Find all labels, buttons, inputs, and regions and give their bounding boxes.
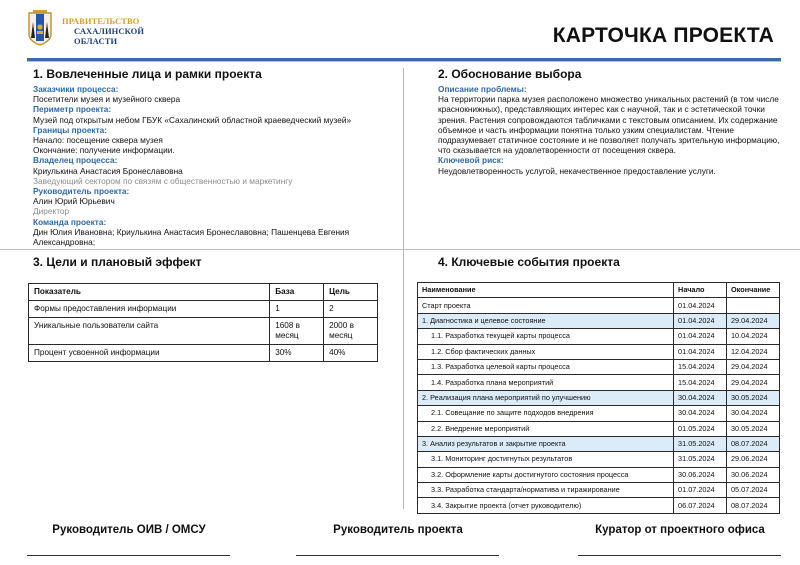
team-label: Команда проекта:	[33, 216, 107, 227]
organization-name	[62, 16, 144, 46]
signature-oiv-head: Руководитель ОИВ / ОМСУ	[52, 524, 206, 536]
event-name-cell: 2. Реализация плана мероприятий по улучшению	[418, 390, 674, 405]
event-name-cell: 3.3. Разработка стандарта/норматива и тиражирование	[418, 483, 674, 498]
end-date-cell: 10.04.2024	[727, 329, 780, 344]
event-name-cell: Старт проекта	[418, 298, 674, 313]
signature-line	[27, 555, 230, 556]
event-name-cell: 1.1. Разработка текущей карты процесса	[418, 329, 674, 344]
section-justification	[438, 67, 783, 176]
table-row	[418, 467, 780, 482]
end-date-cell: 29.06.2024	[727, 452, 780, 467]
problem-label: Описание проблемы:	[438, 84, 527, 94]
event-name-cell: 2.1. Совещание по защите подходов внедрения	[418, 406, 674, 421]
indicator-cell: Формы предоставления информации	[29, 301, 270, 318]
org-name-line2: САХАЛИНСКОЙ	[74, 26, 145, 36]
owner-name: Криулькина Анастасия Бронеславовна	[33, 165, 183, 176]
column-header: Наименование	[418, 283, 674, 298]
section-key-events	[438, 255, 783, 272]
owner-position: Заведующий сектором по связям с общественностью и маркетингу	[33, 175, 293, 186]
end-date-cell: 30.06.2024	[727, 467, 780, 482]
section-goals	[33, 255, 398, 272]
start-date-cell: 01.04.2024	[674, 313, 727, 328]
column-header: Показатель	[29, 284, 270, 301]
customers-label: Заказчики процесса:	[33, 84, 119, 94]
signature-line	[296, 555, 499, 556]
start-date-cell: 01.05.2024	[674, 421, 727, 436]
table-row	[418, 375, 780, 390]
start-date-cell: 30.04.2024	[674, 390, 727, 405]
header-divider-light	[27, 61, 781, 62]
start-date-cell: 31.05.2024	[674, 452, 727, 467]
start-date-cell: 01.04.2024	[674, 298, 727, 313]
table-header-row	[418, 283, 780, 298]
lead-position: Директор	[33, 206, 70, 217]
perimeter-value: Музей под открытым небом ГБУК «Сахалинский областной краеведческий музей»	[33, 114, 352, 125]
event-name-cell: 2.2. Внедрение мероприятий	[418, 421, 674, 436]
start-date-cell: 30.04.2024	[674, 406, 727, 421]
table-row	[418, 406, 780, 421]
end-date-cell: 30.05.2024	[727, 390, 780, 405]
column-header: База	[270, 284, 324, 301]
start-date-cell: 15.04.2024	[674, 359, 727, 374]
risk-label: Ключевой риск:	[438, 155, 504, 166]
event-name-cell: 1. Диагностика и целевое состояние	[418, 313, 674, 328]
base-cell: 1	[270, 301, 324, 318]
end-date-cell: 30.04.2024	[727, 406, 780, 421]
table-row	[418, 483, 780, 498]
team-value: Дин Юлия Ивановна; Криулькина Анастасия Бронеславовна; Пашенцева Евгения Александровна;	[33, 226, 350, 248]
event-name-cell: 3.2. Оформление карты достигнутого состояния процесса	[418, 467, 674, 482]
event-name-cell: 1.3. Разработка целевой карты процесса	[418, 359, 674, 374]
signature-curator: Куратор от проектного офиса	[595, 524, 765, 536]
event-name-cell: 3.1. Мониторинг достигнутых результатов	[418, 452, 674, 467]
table-row	[418, 421, 780, 436]
target-cell: 2000 в месяц	[324, 318, 378, 345]
horizontal-divider	[0, 249, 800, 250]
column-header: Цель	[324, 284, 378, 301]
phase-row	[418, 313, 780, 328]
start-date-cell: 01.04.2024	[674, 344, 727, 359]
phase-row	[418, 436, 780, 451]
bounds-start: Начало: посещение сквера музея	[33, 135, 163, 146]
signature-line	[578, 555, 781, 556]
bounds-end: Окончание: получение информации.	[33, 145, 175, 156]
goals-table	[28, 283, 378, 362]
target-cell: 40%	[324, 345, 378, 362]
section-title: 1. Вовлеченные лица и рамки проекта	[33, 67, 262, 81]
table-row	[418, 452, 780, 467]
target-cell: 2	[324, 301, 378, 318]
indicator-cell: Уникальные пользователи сайта	[29, 318, 270, 345]
section-stakeholders	[33, 67, 398, 247]
org-name-line3: ОБЛАСТИ	[74, 36, 118, 46]
lead-label: Руководитель проекта:	[33, 186, 130, 197]
owner-label: Владелец процесса:	[33, 155, 118, 166]
bounds-label: Границы проекта:	[33, 124, 108, 135]
table-row	[418, 298, 780, 313]
end-date-cell	[727, 298, 780, 313]
risk-value: Неудовлетворенность услугой, некачественное предоставление услуги.	[438, 165, 716, 176]
start-date-cell: 30.06.2024	[674, 467, 727, 482]
end-date-cell: 08.07.2024	[727, 436, 780, 451]
end-date-cell: 29.04.2024	[727, 375, 780, 390]
end-date-cell: 08.07.2024	[727, 498, 780, 513]
perimeter-label: Периметр проекта:	[33, 104, 112, 115]
problem-value: На территории парка музея расположено множество уникальных растений (в том числе краснокнижных), представляющих интерес как с научной, так и с эстетической точки зрения. Растения сопровождаются табличками с текстовым описанием. Их содержание объемное и часть информации понятна только узким специалистам. Чтение подразумевает статичное состояние и не позволяет получать зрительную информацию, что сказывается на удовлетворенности от посещения сквера.	[438, 94, 780, 156]
column-header: Окончание	[727, 283, 780, 298]
section-title: 2. Обоснование выбора	[438, 67, 582, 81]
start-date-cell: 01.04.2024	[674, 329, 727, 344]
vertical-divider	[403, 68, 404, 509]
end-date-cell: 12.04.2024	[727, 344, 780, 359]
end-date-cell: 30.05.2024	[727, 421, 780, 436]
indicator-cell: Процент усвоенной информации	[29, 345, 270, 362]
table-header-row	[29, 284, 378, 301]
phase-row	[418, 390, 780, 405]
end-date-cell: 29.04.2024	[727, 313, 780, 328]
end-date-cell: 29.04.2024	[727, 359, 780, 374]
column-header: Начало	[674, 283, 727, 298]
event-name-cell: 1.4. Разработка плана мероприятий	[418, 375, 674, 390]
table-row	[418, 344, 780, 359]
lead-name: Алин Юрий Юрьевич	[33, 196, 115, 207]
event-name-cell: 1.2. Сбор фактических данных	[418, 344, 674, 359]
base-cell: 30%	[270, 345, 324, 362]
end-date-cell: 05.07.2024	[727, 483, 780, 498]
table-row	[29, 345, 378, 362]
table-row	[418, 359, 780, 374]
start-date-cell: 15.04.2024	[674, 375, 727, 390]
start-date-cell: 01.07.2024	[674, 483, 727, 498]
customers-value: Посетители музея и музейного сквера	[33, 94, 181, 105]
coat-of-arms-icon	[28, 10, 52, 46]
signature-project-lead: Руководитель проекта	[333, 524, 463, 536]
table-row	[418, 498, 780, 513]
document-title: КАРТОЧКА ПРОЕКТА	[552, 24, 774, 47]
event-name-cell: 3.4. Закрытие проекта (отчет руководителю)	[418, 498, 674, 513]
start-date-cell: 06.07.2024	[674, 498, 727, 513]
org-name-line1: ПРАВИТЕЛЬСТВО	[62, 16, 140, 26]
table-row	[418, 329, 780, 344]
section-title: 4. Ключевые события проекта	[438, 255, 620, 269]
table-row	[29, 318, 378, 345]
events-table	[417, 282, 780, 514]
section-title: 3. Цели и плановый эффект	[33, 255, 202, 269]
start-date-cell: 31.05.2024	[674, 436, 727, 451]
table-row	[29, 301, 378, 318]
base-cell: 1608 в месяц	[270, 318, 324, 345]
event-name-cell: 3. Анализ результатов и закрытие проекта	[418, 436, 674, 451]
